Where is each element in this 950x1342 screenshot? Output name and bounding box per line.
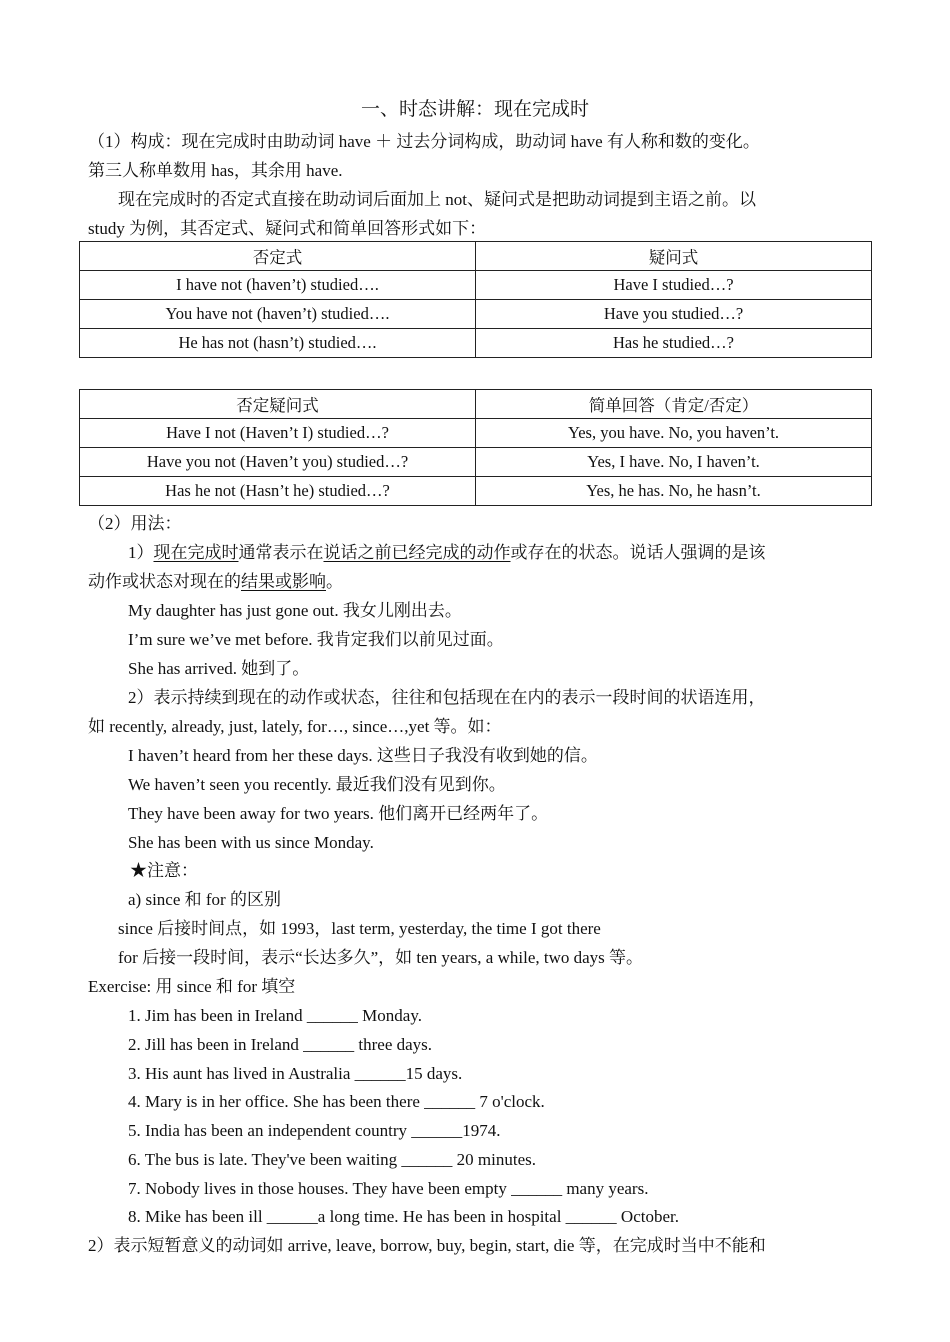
- usage-point-2-line-2: 如 recently, already, just, lately, for…, since…,yet 等。如：: [88, 717, 502, 736]
- table-row: [80, 329, 872, 358]
- example-sentence: I haven’t heard from her these days. 这些日子我没有收到她的信。: [128, 746, 598, 765]
- table-cell: Has he studied…?: [476, 329, 872, 358]
- usage-point-1-prefix: 1）: [128, 543, 154, 562]
- example-sentence: My daughter has just gone out. 我女儿刚出去。: [128, 601, 462, 620]
- usage-point-1-text: 或存在的状态。说话人强调的是该: [510, 543, 766, 562]
- usage-point-1-text: 。: [326, 572, 343, 591]
- underlined-term: 现在完成时: [153, 543, 239, 562]
- usage-heading: （2）用法：: [88, 514, 182, 533]
- forms-table-1: [79, 241, 872, 358]
- table-row: [80, 448, 872, 477]
- exercise-item: 3. His aunt has lived in Australia ______15 days.: [128, 1064, 463, 1083]
- intro-line-2: 第三人称单数用 has，其余用 have.: [88, 161, 343, 180]
- example-sentence: She has arrived. 她到了。: [128, 659, 310, 678]
- table-cell: I have not (haven’t) studied….: [80, 271, 476, 300]
- table-cell: Have you studied…?: [476, 300, 872, 329]
- exercise-item: 2. Jill has been in Ireland ______ three days.: [128, 1035, 433, 1054]
- usage-point-continuation: 2）表示短暂意义的动词如 arrive, leave, borrow, buy, begin, start, die 等，在完成时当中不能和: [88, 1236, 766, 1255]
- exercise-item: 1. Jim has been in Ireland ______ Monday.: [128, 1006, 422, 1025]
- table-header-cell: 简单回答（肯定/否定）: [476, 390, 872, 419]
- example-sentence: She has been with us since Monday.: [128, 833, 374, 852]
- table-header-cell: 疑问式: [476, 242, 872, 271]
- table-row: [80, 477, 872, 506]
- table-row: [80, 271, 872, 300]
- usage-point-1-text: 通常表示在: [238, 543, 324, 562]
- intro-line-4: study 为例，其否定式、疑问式和简单回答形式如下：: [88, 219, 487, 238]
- exercise-item: 4. Mary is in her office. She has been there ______ 7 o'clock.: [128, 1092, 545, 1111]
- example-sentence: I’m sure we’ve met before. 我肯定我们以前见过面。: [128, 630, 504, 649]
- page-title: 一、时态讲解：现在完成时: [360, 99, 589, 120]
- table-row: [80, 300, 872, 329]
- table-header-cell: 否定疑问式: [80, 390, 476, 419]
- underlined-term: 说话之前已经完成的动作: [323, 543, 511, 562]
- usage-point-1-line-2: [88, 571, 343, 593]
- table-header-cell: 否定式: [80, 242, 476, 271]
- forms-table-2: [79, 389, 872, 506]
- exercise-item: 8. Mike has been ill ______a long time. He has been in hospital ______ October.: [128, 1207, 679, 1226]
- note-item-a: a) since 和 for 的区别: [128, 890, 281, 909]
- note-heading: ★注意：: [130, 861, 198, 880]
- example-sentence: We haven’t seen you recently. 最近我们没有见到你。: [128, 775, 506, 794]
- exercise-item: 6. The bus is late. They've been waiting ______ 20 minutes.: [128, 1150, 537, 1169]
- table-cell: Yes, you have. No, you haven’t.: [476, 419, 872, 448]
- table-cell: Have you not (Haven’t you) studied…?: [80, 448, 476, 477]
- for-explanation: for 后接一段时间，表示“长达多久”，如 ten years, a while, two days 等。: [118, 948, 644, 967]
- table-row: [80, 419, 872, 448]
- exercise-item: 7. Nobody lives in those houses. They have been empty ______ many years.: [128, 1179, 649, 1198]
- table-cell: He has not (hasn’t) studied….: [80, 329, 476, 358]
- table-header-row: [80, 390, 872, 419]
- table-header-row: [80, 242, 872, 271]
- example-sentence: They have been away for two years. 他们离开已经两年了。: [128, 804, 549, 823]
- intro-line-1: （1）构成：现在完成时由助动词 have ＋ 过去分词构成，助动词 have 有人称和数的变化。: [88, 132, 760, 151]
- usage-point-2-line-1: 2）表示持续到现在的动作或状态，往往和包括现在在内的表示一段时间的状语连用，: [128, 688, 766, 707]
- since-explanation: since 后接时间点，如 1993，last term, yesterday, the time I got there: [118, 919, 601, 938]
- underlined-term: 结果或影响: [241, 572, 326, 591]
- table-cell: Have I studied…?: [476, 271, 872, 300]
- table-cell: Yes, he has. No, he hasn’t.: [476, 477, 872, 506]
- table-cell: Has he not (Hasn’t he) studied…?: [80, 477, 476, 506]
- intro-line-3: 现在完成时的否定式直接在助动词后面加上 not、疑问式是把助动词提到主语之前。以: [118, 190, 756, 209]
- table-cell: Have I not (Haven’t I) studied…?: [80, 419, 476, 448]
- usage-point-1-line-1: [128, 542, 766, 564]
- usage-point-1-text: 动作或状态对现在的: [88, 572, 241, 591]
- exercise-heading: Exercise: 用 since 和 for 填空: [88, 977, 296, 996]
- exercise-item: 5. India has been an independent country ______1974.: [128, 1121, 501, 1140]
- table-cell: You have not (haven’t) studied….: [80, 300, 476, 329]
- table-cell: Yes, I have. No, I haven’t.: [476, 448, 872, 477]
